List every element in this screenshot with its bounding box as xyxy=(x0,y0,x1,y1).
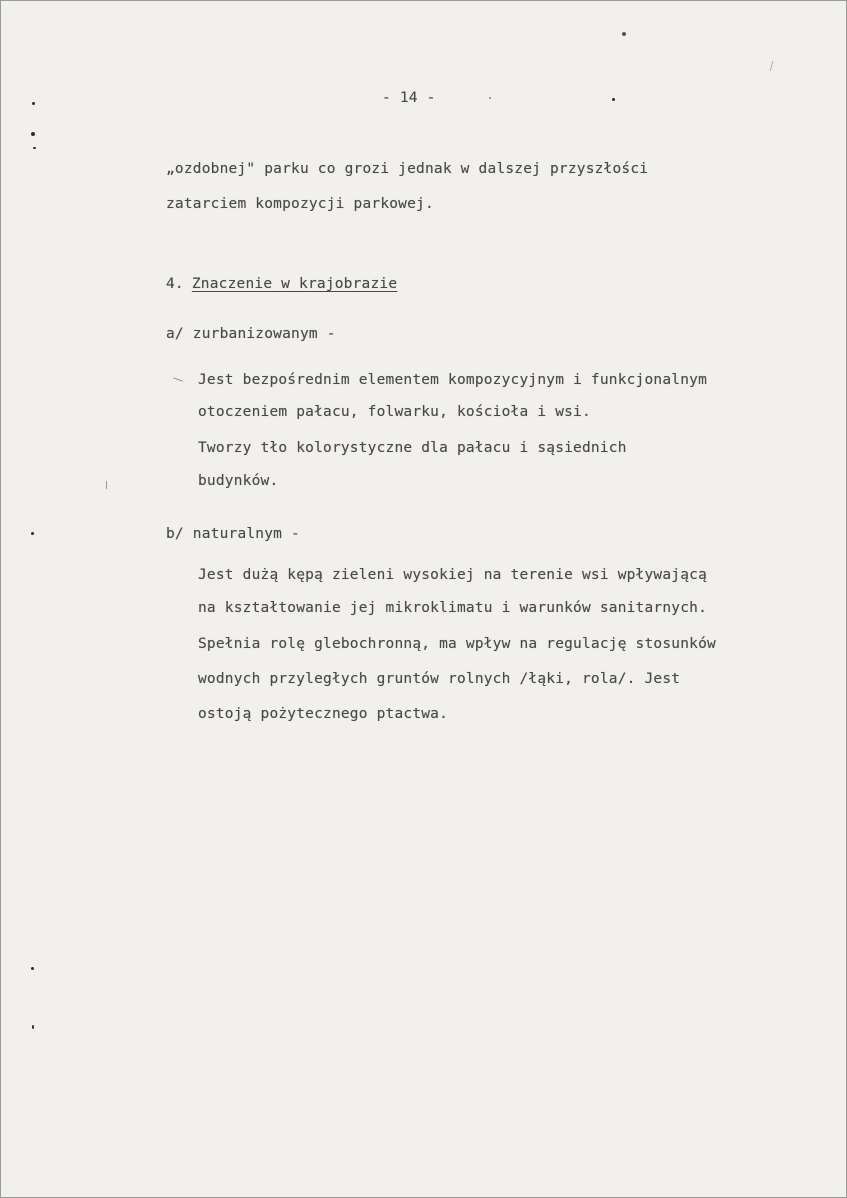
margin-dash-mark xyxy=(173,377,183,381)
paragraph-line: Jest bezpośrednim elementem kompozycyjnym i funkcjonalnym xyxy=(198,372,707,388)
section-number: 4. xyxy=(166,276,184,292)
section-heading xyxy=(166,276,397,292)
paper-speck xyxy=(33,147,36,149)
paper-speck xyxy=(31,132,35,136)
paper-speck xyxy=(32,102,35,105)
paragraph-line: na kształtowanie jej mikroklimatu i warunków sanitarnych. xyxy=(198,600,707,616)
paper-speck xyxy=(489,97,491,99)
paragraph-line: Jest dużą kępą zieleni wysokiej na terenie wsi wpływającą xyxy=(198,567,707,583)
paragraph-line: otoczeniem pałacu, folwarku, kościoła i wsi. xyxy=(198,404,591,420)
paragraph-line: Tworzy tło kolorystyczne dla pałacu i sąsiednich xyxy=(198,440,627,456)
subsection-label-b: b/ naturalnym - xyxy=(166,526,300,542)
paragraph-line: wodnych przyległych gruntów rolnych /łąki, rola/. Jest xyxy=(198,671,681,687)
page-number: - 14 - xyxy=(382,90,436,106)
paragraph-line: Spełnia rolę glebochronną, ma wpływ na regulację stosunków xyxy=(198,636,716,652)
paper-speck xyxy=(612,98,615,101)
paper-speck xyxy=(622,32,626,36)
paragraph-line: ostoją pożytecznego ptactwa. xyxy=(198,706,449,722)
paragraph-line: „ozdobnej" parku co grozi jednak w dalszej przyszłości xyxy=(166,161,649,177)
paper-speck xyxy=(31,532,34,535)
paragraph-line: zatarciem kompozycji parkowej. xyxy=(166,196,434,212)
paper-speck xyxy=(106,481,107,489)
paragraph-line: budynków. xyxy=(198,473,279,489)
section-title: Znaczenie w krajobrazie xyxy=(191,276,398,292)
paper-speck xyxy=(770,61,774,71)
paper-speck xyxy=(31,967,34,970)
subsection-label-a: a/ zurbanizowanym - xyxy=(166,326,336,342)
paper-speck xyxy=(32,1025,34,1029)
